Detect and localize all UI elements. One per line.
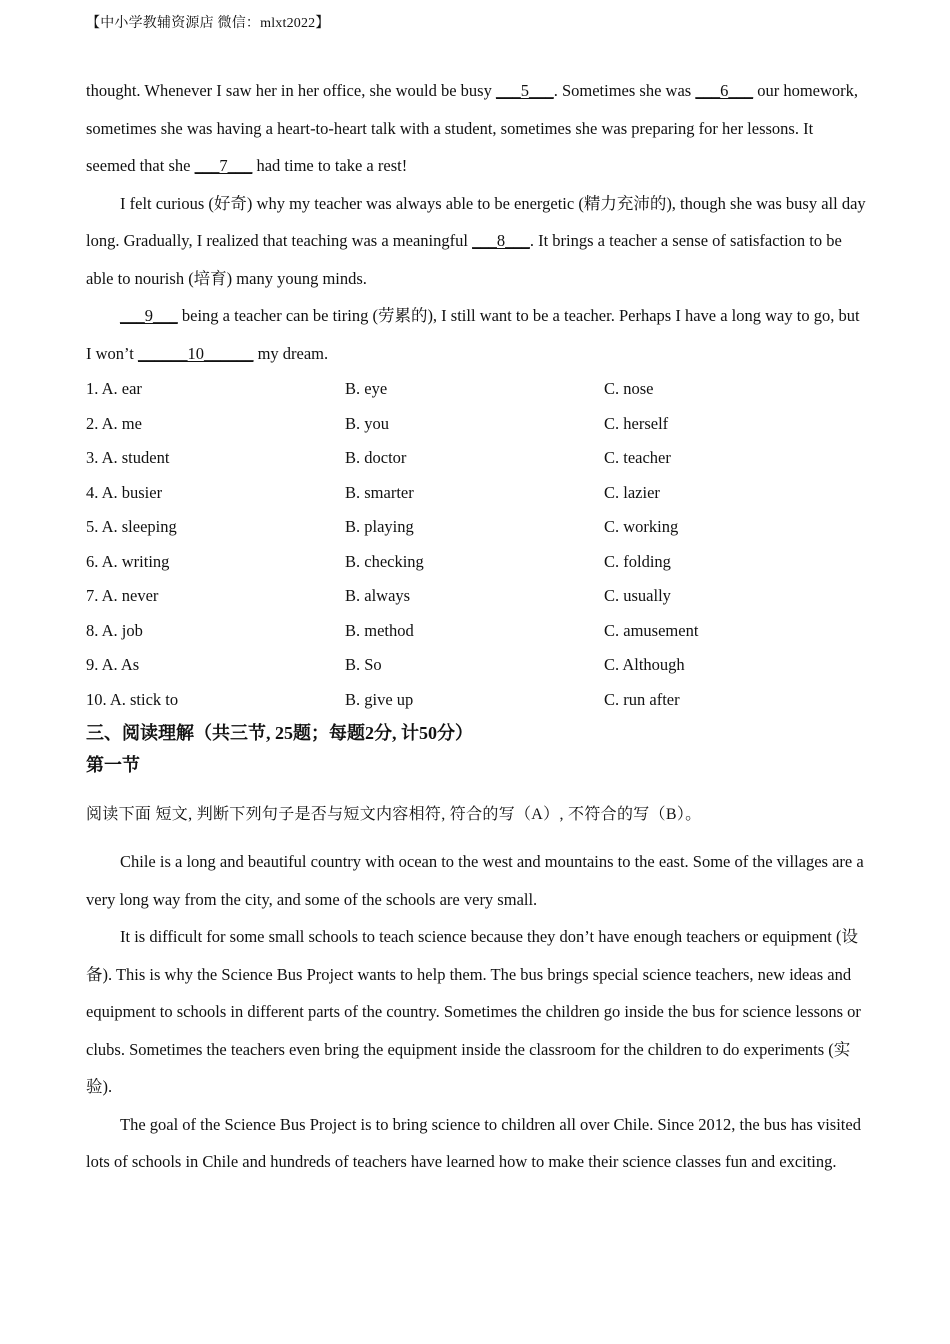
passage-paragraph-1 <box>86 72 866 185</box>
option-b: B. playing <box>345 517 414 536</box>
option-b: B. you <box>345 413 390 433</box>
section-title: 三、阅读理解（共三节, 25题；每题2分, 计50分） <box>86 723 473 743</box>
passage-text: . Sometimes she was <box>553 81 696 100</box>
option-c: C. teacher <box>604 448 671 467</box>
option-c: C. nose <box>604 379 654 398</box>
passage-text: being a teacher can be tiring (劳累的), I still want to be a teacher. Perhaps I have a long way to go, but I won’t <box>86 306 860 363</box>
passage-paragraph-3 <box>86 297 866 372</box>
passage-text: thought. Whenever I saw her in her office, she would be busy <box>86 81 496 100</box>
option-b: B. smarter <box>345 482 414 502</box>
option-a: 9. A. As <box>86 655 140 674</box>
option-c: C. usually <box>604 586 671 605</box>
instruction-text: 阅读下面 短文, 判断下列句子是否与短文内容相符, 符合的写（A）, 不符合的写（B）。 <box>86 806 702 823</box>
blank-5: ___5___ <box>495 81 554 100</box>
option-b: B. doctor <box>345 448 407 467</box>
option-row <box>86 510 866 545</box>
option-row <box>86 545 866 580</box>
option-a: 7. A. never <box>86 586 159 605</box>
blank-10: ______10______ <box>137 343 254 363</box>
option-a: 1. A. ear <box>86 379 142 398</box>
option-c: C. lazier <box>604 482 660 502</box>
option-row <box>86 441 866 476</box>
passage-text: . It brings a teacher a sense of satisfaction to be able to nourish (培育) many young minds. <box>86 231 842 288</box>
passage-text: my dream. <box>253 343 329 363</box>
option-b: B. always <box>345 586 411 605</box>
option-a: 10. A. stick to <box>86 689 179 709</box>
option-row <box>86 614 866 649</box>
option-b: B. method <box>345 620 414 640</box>
passage-text: our homework, sometimes she was having a heart-to-heart talk with a student, sometimes she was preparing for her lessons. It seemed that she <box>86 81 859 175</box>
passage-paragraph-2 <box>86 185 866 298</box>
reading-paragraph-2: It is difficult for some small schools to teach science because they don’t have enough teachers or equipment (设备). This is why the Science Bus Project wants to help them. The bus brings special science teachers, new ideas and equipment to schools in different parts of the country. Sometimes the children go inside the bus for science lessons or clubs. Sometimes the teachers even bring the equipment inside the classroom for the children to do experiments (实验). <box>86 927 861 1096</box>
blank-9: ___9___ <box>120 306 178 325</box>
document-body <box>86 72 866 1181</box>
reading-paragraph-1: Chile is a long and beautiful country with ocean to the west and mountains to the east. Some of the villages are a very long way from the city, and some of the schools are very small. <box>86 852 864 909</box>
option-a: 4. A. busier <box>86 482 163 502</box>
option-a: 5. A. sleeping <box>86 517 177 536</box>
passage-text: had time to take a rest! <box>252 156 408 175</box>
passage-text: I felt curious (好奇) why my teacher was always able to be energetic (精力充沛的), though she was busy all day long. Gradually, I realized that teaching was a meaningful <box>86 193 866 250</box>
answer-options <box>86 372 866 717</box>
page-header: 【中小学教辅资源店 微信：mlxt2022】 <box>86 16 330 31</box>
option-a: 2. A. me <box>86 413 142 433</box>
option-a: 8. A. job <box>86 620 143 640</box>
subsection-title: 第一节 <box>86 755 140 775</box>
option-a: 3. A. student <box>86 448 170 467</box>
blank-6: ___6___ <box>695 81 754 100</box>
option-b: B. eye <box>345 379 388 398</box>
option-row <box>86 579 866 614</box>
blank-7: ___7___ <box>194 156 253 175</box>
option-row <box>86 648 866 683</box>
option-row <box>86 372 866 407</box>
option-c: C. run after <box>604 689 680 709</box>
option-row <box>86 683 866 718</box>
option-b: B. So <box>345 655 382 674</box>
option-row <box>86 476 866 511</box>
reading-paragraph-3: The goal of the Science Bus Project is to bring science to children all over Chile. Since 2012, the bus has visited lots of schools in Chile and hundreds of teachers have learned how to make their science classes fun and exciting. <box>86 1114 861 1171</box>
reading-passage <box>86 843 866 1181</box>
option-c: C. Although <box>604 655 685 674</box>
option-c: C. herself <box>604 413 669 433</box>
option-c: C. folding <box>604 551 671 571</box>
option-row <box>86 407 866 442</box>
option-b: B. give up <box>345 689 414 709</box>
option-a: 6. A. writing <box>86 551 170 571</box>
option-b: B. checking <box>345 551 424 571</box>
option-c: C. amusement <box>604 620 699 640</box>
option-c: C. working <box>604 517 679 536</box>
blank-8: ___8___ <box>472 231 530 250</box>
